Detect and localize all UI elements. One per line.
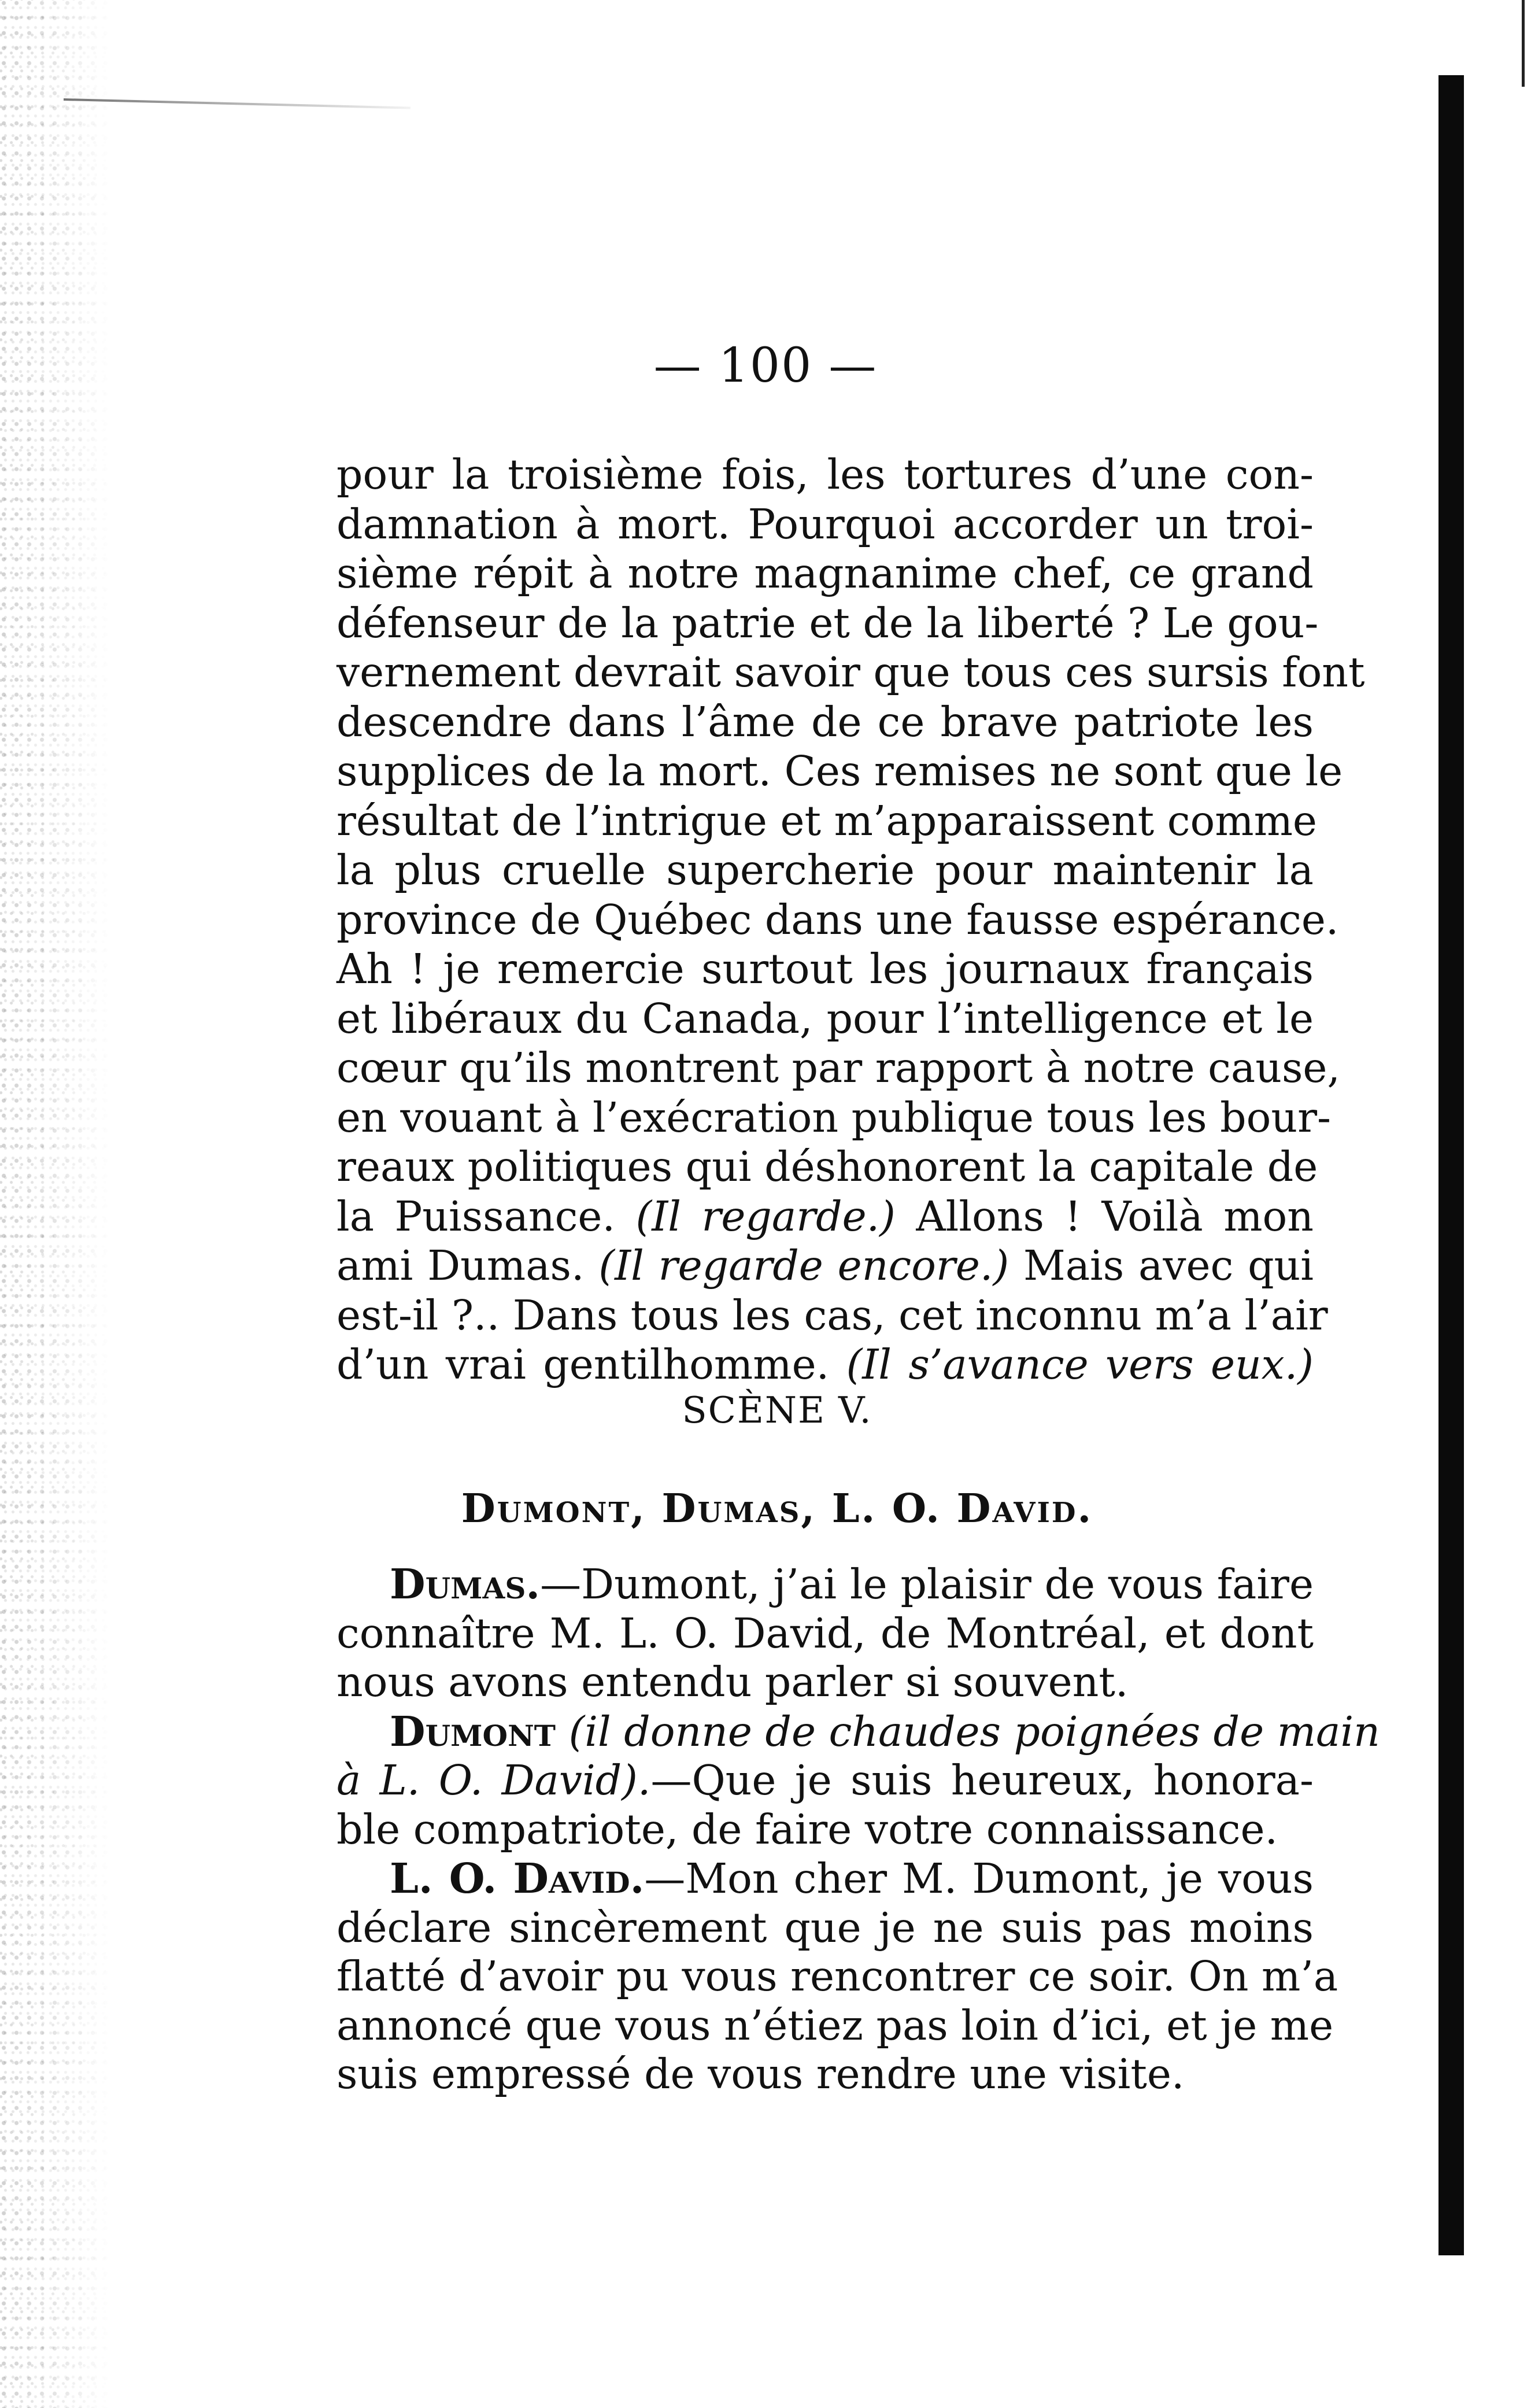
dialogue-line: suis empressé de vous rendre une visite. xyxy=(336,2050,1185,2098)
page-number-header: — 100 — xyxy=(653,338,878,393)
dialogue-line: connaître M. L. O. David, de Montréal, et dont xyxy=(336,1609,1314,1657)
text-run: —Mon cher M. Dumont, je vous xyxy=(644,1855,1314,1903)
text-line: province de Québec dans une fausse espérance. xyxy=(336,895,1339,944)
scene-heading: SCÈNE V. xyxy=(682,1389,872,1431)
text-line: et libéraux du Canada, pour l’intelligence et le xyxy=(336,994,1314,1043)
dialogue-line xyxy=(336,1756,1314,1805)
text-line: cœur qu’ils montrent par rapport à notre cause, xyxy=(336,1044,1340,1092)
stage-direction: (Il regarde encore.) xyxy=(598,1242,1009,1290)
text-line: damnation à mort. Pourquoi accorder un troi- xyxy=(336,500,1314,548)
text-line: en vouant à l’exécration publique tous les bour- xyxy=(336,1093,1332,1142)
dialogue-line: annoncé que vous n’étiez pas loin d’ici, et je me xyxy=(336,2001,1334,2049)
text-line xyxy=(336,1192,1314,1242)
scene-characters: Dumont, Dumas, L. O. David. xyxy=(461,1486,1093,1532)
dialogue-line: ble compatriote, de faire votre connaissance. xyxy=(336,1805,1278,1853)
dialogue-line xyxy=(336,1854,1314,1904)
text-run: —Que je suis heureux, honora- xyxy=(650,1756,1314,1804)
dialogue-line: nous avons entendu parler si souvent. xyxy=(336,1658,1129,1706)
text-line: descendre dans l’âme de ce brave patriote les xyxy=(336,697,1314,746)
text-run: —Dumont, j’ai le plaisir de vous faire xyxy=(540,1560,1314,1608)
page-edge-line xyxy=(1522,0,1525,87)
text-line: Ah ! je remercie surtout les journaux français xyxy=(336,945,1314,993)
text-line: est-il ?.. Dans tous les cas, cet inconnu m’a l’air xyxy=(336,1291,1328,1339)
scan-smudge xyxy=(64,98,411,109)
speaker-name: Dumas. xyxy=(390,1560,541,1608)
text-line: supplices de la mort. Ces remises ne sont que le xyxy=(336,747,1343,795)
text-line: défenseur de la patrie et de la liberté ? Le gou- xyxy=(336,599,1319,647)
dialogue-line: déclare sincèrement que je ne suis pas moins xyxy=(336,1903,1314,1952)
text-line: la plus cruelle supercherie pour maintenir la xyxy=(336,846,1314,894)
text-line: reaux politiques qui déshonorent la capitale de xyxy=(336,1143,1318,1191)
body-paragraph xyxy=(336,450,1365,1390)
speaker-name: Dumont xyxy=(390,1707,556,1756)
speaker-name: L. O. David. xyxy=(390,1854,645,1903)
text-line: pour la troisième fois, les tortures d’une con- xyxy=(336,450,1314,498)
text-line xyxy=(336,1340,1314,1390)
text-run: d’un vrai gentilhomme. xyxy=(336,1340,846,1388)
dialogue-block xyxy=(336,1560,1380,2099)
text-run: Mais avec qui xyxy=(1009,1242,1314,1290)
stage-direction: à L. O. David). xyxy=(336,1756,651,1804)
text-line: sième répit à notre magnanime chef, ce grand xyxy=(336,549,1314,597)
text-run: la Puissance. xyxy=(336,1192,636,1240)
text-run: ami Dumas. xyxy=(336,1242,599,1290)
stage-direction: (il donne de chaudes poignées de main xyxy=(568,1707,1380,1756)
dialogue-line xyxy=(336,1560,1314,1609)
text-line: résultat de l’intrigue et m’apparaissent comme xyxy=(336,796,1317,845)
stage-direction: (Il regarde.) xyxy=(635,1192,896,1240)
dialogue-line: flatté d’avoir pu vous rencontrer ce soir. On m’a xyxy=(336,1952,1338,2000)
text-line xyxy=(336,1241,1314,1291)
text-run: Allons ! Voilà mon xyxy=(895,1192,1314,1240)
dialogue-line xyxy=(336,1707,1380,1757)
stage-direction: (Il s’avance vers eux.) xyxy=(846,1340,1314,1388)
page-edge-shadow xyxy=(1438,75,1464,2255)
text-line: vernement devrait savoir que tous ces sursis font xyxy=(336,648,1365,696)
